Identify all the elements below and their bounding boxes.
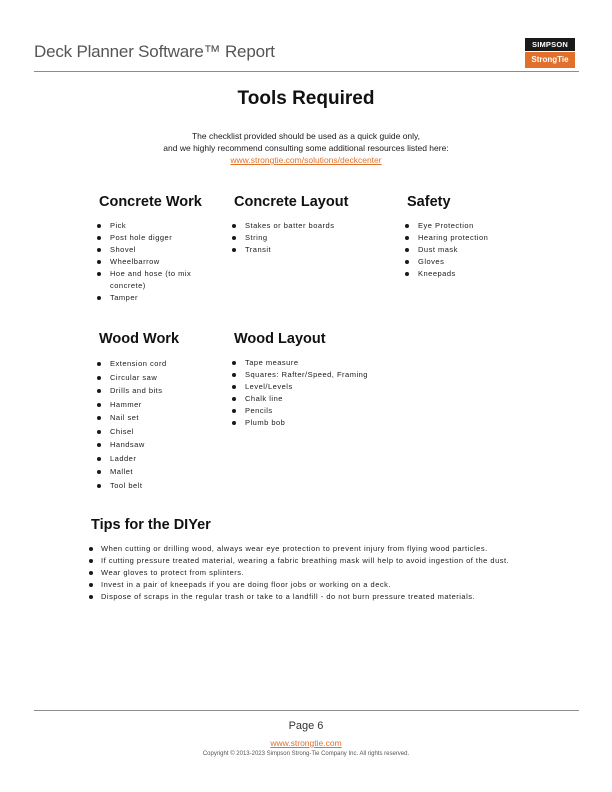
intro-line-2: and we highly recommend consulting some additional resources listed here: xyxy=(163,143,449,153)
list-item: Transit xyxy=(231,244,391,256)
tip-item: Invest in a pair of kneepads if you are doing floor jobs or working on a deck. xyxy=(88,579,568,591)
list-item: String xyxy=(231,232,391,244)
list-item-continuation: concrete) xyxy=(110,281,146,290)
intro-line-1: The checklist provided should be used as a quick guide only, xyxy=(191,131,421,141)
list-item: Drills and bits xyxy=(96,384,221,398)
list-item: Circular saw xyxy=(96,371,221,385)
list-item: Level/Levels xyxy=(231,381,401,393)
list-item: Post hole digger xyxy=(96,232,221,244)
list-item: Handsaw xyxy=(96,438,221,452)
simpson-strongtie-logo xyxy=(525,38,575,68)
list-item: Plumb bob xyxy=(231,417,401,429)
section-title-wood-work: Wood Work xyxy=(99,331,180,347)
wood-layout-list xyxy=(231,357,401,429)
tip-item: If cutting pressure treated material, wearing a fabric breathing mask will help to avoid ingestion of the dust. xyxy=(88,555,568,567)
tip-item: Dispose of scraps in the regular trash or take to a landfill - do not burn pressure treated materials. xyxy=(88,591,568,603)
list-item: Extension cord xyxy=(96,357,221,371)
intro-text xyxy=(0,130,612,166)
wood-work-list xyxy=(96,357,221,492)
page-title: Tools Required xyxy=(237,88,375,109)
header-divider xyxy=(34,71,579,72)
strongtie-link[interactable]: www.strongtie.com xyxy=(270,738,342,748)
section-title-concrete-work: Concrete Work xyxy=(99,194,202,210)
page-number: Page 6 xyxy=(288,720,324,732)
list-item: Hearing protection xyxy=(404,232,564,244)
section-title-wood-layout: Wood Layout xyxy=(234,331,326,347)
safety-list xyxy=(404,220,564,280)
list-item: Tape measure xyxy=(231,357,401,369)
logo-simpson-text: SIMPSON xyxy=(525,38,575,51)
list-item: Mallet xyxy=(96,465,221,479)
section-title-safety: Safety xyxy=(407,194,451,210)
footer-divider xyxy=(34,710,579,711)
list-item: Shovel xyxy=(96,244,221,256)
list-item: Dust mask xyxy=(404,244,564,256)
report-title: Deck Planner Software™ Report xyxy=(34,42,275,61)
tip-item: When cutting or drilling wood, always wear eye protection to prevent injury from flying wood particles. xyxy=(88,543,568,555)
tips-list xyxy=(88,543,568,603)
copyright-text: Copyright © 2013-2023 Simpson Strong-Tie Company Inc. All rights reserved. xyxy=(202,751,410,757)
list-item: Chalk line xyxy=(231,393,401,405)
list-item: Gloves xyxy=(404,256,564,268)
list-item: Tamper xyxy=(96,292,221,304)
logo-strongtie-text: StrongTie xyxy=(525,52,575,68)
section-title-tips: Tips for the DIYer xyxy=(91,517,211,533)
list-item: Nail set xyxy=(96,411,221,425)
list-item: Kneepads xyxy=(404,268,564,280)
section-title-concrete-layout: Concrete Layout xyxy=(234,194,349,210)
list-item: Chisel xyxy=(96,425,221,439)
list-item: Hammer xyxy=(96,398,221,412)
list-item: Eye Protection xyxy=(404,220,564,232)
list-item: Hoe and hose (to mix xyxy=(96,268,221,280)
deckcenter-link[interactable]: www.strongtie.com/solutions/deckcenter xyxy=(230,155,382,165)
list-item: Tool belt xyxy=(96,479,221,493)
list-item: Pick xyxy=(96,220,221,232)
list-item: Pencils xyxy=(231,405,401,417)
list-item: Wheelbarrow xyxy=(96,256,221,268)
list-item: Squares: Rafter/Speed, Framing xyxy=(231,369,401,381)
concrete-layout-list xyxy=(231,220,391,256)
list-item: Ladder xyxy=(96,452,221,466)
concrete-work-list xyxy=(96,220,221,304)
list-item: Stakes or batter boards xyxy=(231,220,391,232)
tip-item: Wear gloves to protect from splinters. xyxy=(88,567,568,579)
